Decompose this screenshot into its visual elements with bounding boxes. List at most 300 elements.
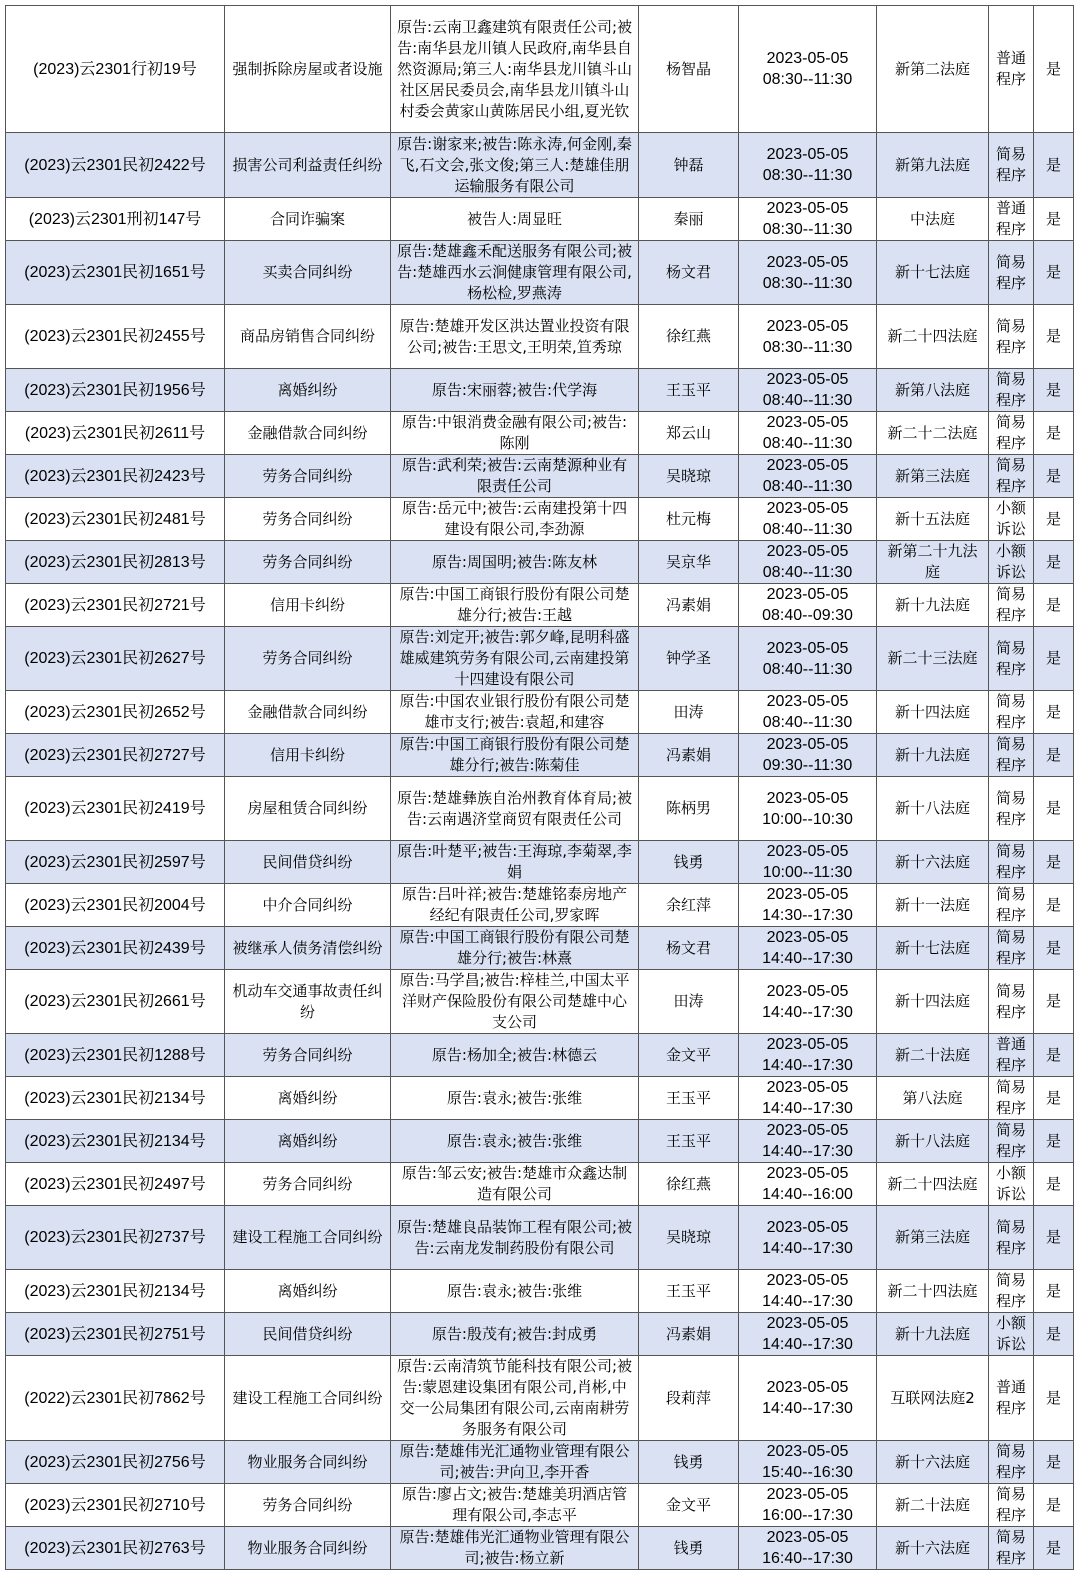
judge-cell: 杜元梅 [639, 498, 739, 541]
judge-cell: 杨文君 [639, 927, 739, 970]
procedure-cell: 简易程序 [989, 1270, 1034, 1313]
hearing-date: 2023-05-05 [766, 1529, 849, 1546]
datetime-cell [739, 691, 877, 734]
procedure-cell: 简易程序 [989, 369, 1034, 412]
hearing-time: 14:40--16:00 [762, 1186, 853, 1203]
datetime-cell [739, 884, 877, 927]
datetime-cell [739, 498, 877, 541]
datetime-cell [739, 1313, 877, 1356]
parties-cell: 原告:杨加全;被告:林德云 [391, 1034, 639, 1077]
procedure-cell: 简易程序 [989, 777, 1034, 841]
table-row [6, 584, 1074, 627]
case-number-cell: (2023)云2301行初19号 [6, 6, 225, 133]
parties-cell: 原告:楚雄伟光汇通物业管理有限公司;被告:杨立新 [391, 1527, 639, 1570]
judge-cell: 吴晓琼 [639, 1206, 739, 1270]
courtroom-cell: 新第九法庭 [877, 133, 989, 198]
datetime-cell [739, 734, 877, 777]
public-hearing-cell: 是 [1034, 541, 1074, 584]
hearing-date: 2023-05-05 [766, 736, 849, 753]
public-hearing-cell: 是 [1034, 1077, 1074, 1120]
public-hearing-cell: 是 [1034, 884, 1074, 927]
procedure-cell: 简易程序 [989, 1120, 1034, 1163]
hearing-time: 08:40--11:30 [762, 521, 853, 538]
judge-cell: 秦丽 [639, 198, 739, 241]
hearing-date: 2023-05-05 [766, 586, 849, 603]
hearing-time: 09:30--11:30 [762, 757, 853, 774]
case-number-cell: (2023)云2301刑初147号 [6, 198, 225, 241]
public-hearing-cell: 是 [1034, 841, 1074, 884]
procedure-cell: 简易程序 [989, 627, 1034, 691]
case-cause-cell: 物业服务合同纠纷 [225, 1441, 391, 1484]
parties-cell: 原告:楚雄鑫禾配送服务有限公司;被告:楚雄西水云涧健康管理有限公司,杨松检,罗燕涛 [391, 241, 639, 305]
hearing-date: 2023-05-05 [766, 146, 849, 163]
hearing-date: 2023-05-05 [766, 1379, 849, 1396]
hearing-date: 2023-05-05 [766, 1165, 849, 1182]
datetime-cell [739, 1441, 877, 1484]
parties-cell: 原告:云南卫鑫建筑有限责任公司;被告:南华县龙川镇人民政府,南华县自然资源局;第三人:南华县龙川镇斗山社区居民委员会,南华县龙川镇斗山村委会黄家山黄陈居民小组,夏光钦 [391, 6, 639, 133]
public-hearing-cell: 是 [1034, 777, 1074, 841]
table-row [6, 455, 1074, 498]
public-hearing-cell: 是 [1034, 498, 1074, 541]
hearing-time: 15:40--16:30 [762, 1464, 853, 1481]
judge-cell: 徐红燕 [639, 1163, 739, 1206]
courtroom-cell: 新二十四法庭 [877, 1270, 989, 1313]
procedure-cell: 简易程序 [989, 1441, 1034, 1484]
case-cause-cell: 信用卡纠纷 [225, 584, 391, 627]
procedure-cell: 小额诉讼 [989, 1163, 1034, 1206]
hearing-date: 2023-05-05 [766, 843, 849, 860]
parties-cell: 原告:廖占文;被告:楚雄美玥酒店管理有限公司,李志平 [391, 1484, 639, 1527]
hearing-time: 14:40--17:30 [762, 1100, 853, 1117]
parties-cell: 原告:中银消费金融有限公司;被告:陈刚 [391, 412, 639, 455]
datetime-cell [739, 541, 877, 584]
procedure-cell: 简易程序 [989, 884, 1034, 927]
judge-cell: 王玉平 [639, 1077, 739, 1120]
parties-cell: 原告:云南清筑节能科技有限公司;被告:蒙恩建设集团有限公司,肖彬,中交一公局集团有限公司,云南南耕劳务服务有限公司 [391, 1356, 639, 1441]
courtroom-cell: 新十六法庭 [877, 1527, 989, 1570]
datetime-cell [739, 1120, 877, 1163]
datetime-cell [739, 584, 877, 627]
procedure-cell: 普通程序 [989, 6, 1034, 133]
table-row [6, 841, 1074, 884]
case-cause-cell: 中介合同纠纷 [225, 884, 391, 927]
public-hearing-cell: 是 [1034, 6, 1074, 133]
hearing-time: 08:30--11:30 [762, 221, 853, 238]
table-row [6, 970, 1074, 1034]
judge-cell: 田涛 [639, 970, 739, 1034]
courtroom-cell: 新十九法庭 [877, 1313, 989, 1356]
courtroom-cell: 新二十法庭 [877, 1484, 989, 1527]
case-number-cell: (2023)云2301民初2751号 [6, 1313, 225, 1356]
public-hearing-cell: 是 [1034, 1527, 1074, 1570]
hearing-time: 14:40--17:30 [762, 950, 853, 967]
judge-cell: 余红萍 [639, 884, 739, 927]
case-number-cell: (2023)云2301民初2423号 [6, 455, 225, 498]
datetime-cell [739, 369, 877, 412]
hearing-time: 08:30--11:30 [762, 274, 853, 292]
judge-cell: 王玉平 [639, 1120, 739, 1163]
hearing-time: 08:30--11:30 [762, 71, 853, 88]
public-hearing-cell: 是 [1034, 734, 1074, 777]
parties-cell: 原告:楚雄开发区洪达置业投资有限公司;被告:王思文,王明荣,笪秀琼 [391, 305, 639, 369]
hearing-schedule-table [5, 5, 1074, 1570]
hearing-time: 14:40--17:30 [762, 1400, 853, 1417]
procedure-cell: 简易程序 [989, 133, 1034, 198]
table-row [6, 1313, 1074, 1356]
hearing-date: 2023-05-05 [766, 500, 849, 517]
public-hearing-cell: 是 [1034, 1206, 1074, 1270]
courtroom-cell: 新十九法庭 [877, 734, 989, 777]
judge-cell: 钱勇 [639, 841, 739, 884]
judge-cell: 钱勇 [639, 1441, 739, 1484]
judge-cell: 冯素娟 [639, 1313, 739, 1356]
procedure-cell: 简易程序 [989, 305, 1034, 369]
procedure-cell: 简易程序 [989, 1077, 1034, 1120]
case-cause-cell: 被继承人债务清偿纠纷 [225, 927, 391, 970]
table-row [6, 1206, 1074, 1270]
parties-cell: 原告:中国工商银行股份有限公司楚雄分行;被告:陈菊佳 [391, 734, 639, 777]
procedure-cell: 简易程序 [989, 1527, 1034, 1570]
case-cause-cell: 建设工程施工合同纠纷 [225, 1356, 391, 1441]
hearing-date: 2023-05-05 [766, 1315, 849, 1332]
table-row [6, 884, 1074, 927]
hearing-date: 2023-05-05 [766, 253, 849, 271]
case-cause-cell: 信用卡纠纷 [225, 734, 391, 777]
hearing-date: 2023-05-05 [766, 1218, 849, 1236]
case-number-cell: (2023)云2301民初2727号 [6, 734, 225, 777]
procedure-cell: 简易程序 [989, 412, 1034, 455]
hearing-time: 14:40--17:30 [762, 1057, 853, 1074]
courtroom-cell: 第八法庭 [877, 1077, 989, 1120]
table-row [6, 305, 1074, 369]
courtroom-cell: 新第八法庭 [877, 369, 989, 412]
judge-cell: 冯素娟 [639, 584, 739, 627]
case-cause-cell: 损害公司利益责任纠纷 [225, 133, 391, 198]
hearing-time: 14:40--17:30 [762, 1143, 853, 1160]
case-cause-cell: 民间借贷纠纷 [225, 841, 391, 884]
case-number-cell: (2023)云2301民初2419号 [6, 777, 225, 841]
hearing-date: 2023-05-05 [766, 1272, 849, 1289]
case-cause-cell: 劳务合同纠纷 [225, 498, 391, 541]
hearing-time: 16:40--17:30 [762, 1550, 853, 1567]
parties-cell: 原告:中国农业银行股份有限公司楚雄市支行;被告:袁超,和建容 [391, 691, 639, 734]
case-number-cell: (2023)云2301民初2756号 [6, 1441, 225, 1484]
judge-cell: 金文平 [639, 1034, 739, 1077]
parties-cell: 原告:袁永;被告:张维 [391, 1077, 639, 1120]
case-number-cell: (2022)云2301民初7862号 [6, 1356, 225, 1441]
parties-cell: 原告:中国工商银行股份有限公司楚雄分行;被告:林熹 [391, 927, 639, 970]
hearing-time: 08:40--09:30 [762, 607, 853, 624]
table-row [6, 777, 1074, 841]
hearing-time: 08:40--11:30 [762, 564, 853, 581]
hearing-date: 2023-05-05 [766, 693, 849, 710]
public-hearing-cell: 是 [1034, 1356, 1074, 1441]
public-hearing-cell: 是 [1034, 1313, 1074, 1356]
courtroom-cell: 新第二法庭 [877, 6, 989, 133]
procedure-cell: 简易程序 [989, 691, 1034, 734]
case-number-cell: (2023)云2301民初2481号 [6, 498, 225, 541]
parties-cell: 原告:刘定开;被告:郭夕峰,昆明科盛雄威建筑劳务有限公司,云南建投第十四建设有限公司 [391, 627, 639, 691]
parties-cell: 原告:楚雄良品装饰工程有限公司;被告:云南龙发制药股份有限公司 [391, 1206, 639, 1270]
judge-cell: 金文平 [639, 1484, 739, 1527]
datetime-cell [739, 1206, 877, 1270]
table-row [6, 241, 1074, 305]
judge-cell: 吴京华 [639, 541, 739, 584]
datetime-cell [739, 1356, 877, 1441]
datetime-cell [739, 241, 877, 305]
table-row [6, 627, 1074, 691]
parties-cell: 被告人:周显旺 [391, 198, 639, 241]
table-row [6, 369, 1074, 412]
procedure-cell: 简易程序 [989, 841, 1034, 884]
table-row [6, 541, 1074, 584]
judge-cell: 段莉萍 [639, 1356, 739, 1441]
table-row [6, 412, 1074, 455]
public-hearing-cell: 是 [1034, 1484, 1074, 1527]
public-hearing-cell: 是 [1034, 198, 1074, 241]
public-hearing-cell: 是 [1034, 1034, 1074, 1077]
judge-cell: 钱勇 [639, 1527, 739, 1570]
courtroom-cell: 新第三法庭 [877, 1206, 989, 1270]
courtroom-cell: 新十一法庭 [877, 884, 989, 927]
case-cause-cell: 合同诈骗案 [225, 198, 391, 241]
procedure-cell: 简易程序 [989, 970, 1034, 1034]
public-hearing-cell: 是 [1034, 305, 1074, 369]
datetime-cell [739, 927, 877, 970]
case-cause-cell: 民间借贷纠纷 [225, 1313, 391, 1356]
hearing-time: 10:00--10:30 [762, 810, 853, 828]
courtroom-cell: 新十五法庭 [877, 498, 989, 541]
procedure-cell: 简易程序 [989, 241, 1034, 305]
case-number-cell: (2023)云2301民初2737号 [6, 1206, 225, 1270]
case-number-cell: (2023)云2301民初2763号 [6, 1527, 225, 1570]
case-cause-cell: 离婚纠纷 [225, 1120, 391, 1163]
hearing-date: 2023-05-05 [766, 371, 849, 388]
judge-cell: 杨智晶 [639, 6, 739, 133]
public-hearing-cell: 是 [1034, 584, 1074, 627]
case-cause-cell: 金融借款合同纠纷 [225, 691, 391, 734]
courtroom-cell: 新二十二法庭 [877, 412, 989, 455]
case-cause-cell: 离婚纠纷 [225, 369, 391, 412]
procedure-cell: 普通程序 [989, 198, 1034, 241]
public-hearing-cell: 是 [1034, 1270, 1074, 1313]
case-cause-cell: 金融借款合同纠纷 [225, 412, 391, 455]
parties-cell: 原告:袁永;被告:张维 [391, 1270, 639, 1313]
table-row [6, 927, 1074, 970]
courtroom-cell: 新十七法庭 [877, 927, 989, 970]
datetime-cell [739, 777, 877, 841]
case-cause-cell: 劳务合同纠纷 [225, 1034, 391, 1077]
parties-cell: 原告:叶楚平;被告:王海琼,李菊翠,李娟 [391, 841, 639, 884]
case-number-cell: (2023)云2301民初2611号 [6, 412, 225, 455]
table-row [6, 498, 1074, 541]
public-hearing-cell: 是 [1034, 970, 1074, 1034]
case-number-cell: (2023)云2301民初2455号 [6, 305, 225, 369]
hearing-time: 08:30--11:30 [762, 167, 853, 184]
hearing-time: 08:40--11:30 [762, 435, 853, 452]
datetime-cell [739, 841, 877, 884]
case-cause-cell: 劳务合同纠纷 [225, 1163, 391, 1206]
hearing-date: 2023-05-05 [766, 1486, 849, 1503]
public-hearing-cell: 是 [1034, 241, 1074, 305]
public-hearing-cell: 是 [1034, 369, 1074, 412]
hearing-time: 16:00--17:30 [762, 1507, 853, 1524]
case-number-cell: (2023)云2301民初1956号 [6, 369, 225, 412]
hearing-date: 2023-05-05 [766, 1122, 849, 1139]
courtroom-cell: 新二十四法庭 [877, 305, 989, 369]
case-cause-cell: 劳务合同纠纷 [225, 627, 391, 691]
public-hearing-cell: 是 [1034, 691, 1074, 734]
judge-cell: 钟学圣 [639, 627, 739, 691]
parties-cell: 原告:宋丽蓉;被告:代学海 [391, 369, 639, 412]
parties-cell: 原告:周国明;被告:陈友林 [391, 541, 639, 584]
case-number-cell: (2023)云2301民初2134号 [6, 1120, 225, 1163]
parties-cell: 原告:袁永;被告:张维 [391, 1120, 639, 1163]
case-cause-cell: 房屋租赁合同纠纷 [225, 777, 391, 841]
datetime-cell [739, 412, 877, 455]
procedure-cell: 简易程序 [989, 1484, 1034, 1527]
datetime-cell [739, 1484, 877, 1527]
case-cause-cell: 强制拆除房屋或者设施 [225, 6, 391, 133]
hearing-date: 2023-05-05 [766, 1443, 849, 1460]
procedure-cell: 简易程序 [989, 455, 1034, 498]
case-number-cell: (2023)云2301民初2004号 [6, 884, 225, 927]
courtroom-cell: 新十九法庭 [877, 584, 989, 627]
datetime-cell [739, 1527, 877, 1570]
procedure-cell: 小额诉讼 [989, 541, 1034, 584]
datetime-cell [739, 198, 877, 241]
case-number-cell: (2023)云2301民初2422号 [6, 133, 225, 198]
hearing-time: 14:30--17:30 [762, 907, 853, 924]
table-row [6, 1120, 1074, 1163]
courtroom-cell: 新第三法庭 [877, 455, 989, 498]
hearing-time: 10:00--11:30 [762, 864, 853, 881]
table-row [6, 198, 1074, 241]
case-number-cell: (2023)云2301民初1651号 [6, 241, 225, 305]
parties-cell: 原告:吕叶祥;被告:楚雄铭泰房地产经纪有限责任公司,罗家晖 [391, 884, 639, 927]
courtroom-cell: 新十六法庭 [877, 841, 989, 884]
hearing-date: 2023-05-05 [766, 886, 849, 903]
courtroom-cell: 新十四法庭 [877, 691, 989, 734]
hearing-time: 08:30--11:30 [762, 338, 853, 356]
datetime-cell [739, 1163, 877, 1206]
procedure-cell: 简易程序 [989, 584, 1034, 627]
judge-cell: 钟磊 [639, 133, 739, 198]
case-cause-cell: 买卖合同纠纷 [225, 241, 391, 305]
courtroom-cell: 新十四法庭 [877, 970, 989, 1034]
case-cause-cell: 劳务合同纠纷 [225, 541, 391, 584]
case-number-cell: (2023)云2301民初1288号 [6, 1034, 225, 1077]
procedure-cell: 小额诉讼 [989, 1313, 1034, 1356]
judge-cell: 王玉平 [639, 1270, 739, 1313]
public-hearing-cell: 是 [1034, 627, 1074, 691]
judge-cell: 王玉平 [639, 369, 739, 412]
public-hearing-cell: 是 [1034, 1120, 1074, 1163]
procedure-cell: 普通程序 [989, 1356, 1034, 1441]
judge-cell: 郑云山 [639, 412, 739, 455]
table-row [6, 1484, 1074, 1527]
hearing-time: 14:40--17:30 [762, 1239, 853, 1257]
hearing-date: 2023-05-05 [766, 929, 849, 946]
table-row [6, 734, 1074, 777]
public-hearing-cell: 是 [1034, 455, 1074, 498]
hearing-date: 2023-05-05 [766, 200, 849, 217]
case-cause-cell: 机动车交通事故责任纠纷 [225, 970, 391, 1034]
procedure-cell: 简易程序 [989, 1206, 1034, 1270]
hearing-date: 2023-05-05 [766, 1036, 849, 1053]
courtroom-cell: 新十六法庭 [877, 1441, 989, 1484]
case-number-cell: (2023)云2301民初2813号 [6, 541, 225, 584]
courtroom-cell: 新二十三法庭 [877, 627, 989, 691]
datetime-cell [739, 1034, 877, 1077]
courtroom-cell: 新二十四法庭 [877, 1163, 989, 1206]
hearing-time: 08:40--11:30 [762, 392, 853, 409]
case-number-cell: (2023)云2301民初2710号 [6, 1484, 225, 1527]
parties-cell: 原告:楚雄彝族自治州教育体育局;被告:云南遇济堂商贸有限责任公司 [391, 777, 639, 841]
procedure-cell: 简易程序 [989, 927, 1034, 970]
hearing-date: 2023-05-05 [766, 457, 849, 474]
public-hearing-cell: 是 [1034, 1163, 1074, 1206]
case-cause-cell: 离婚纠纷 [225, 1077, 391, 1120]
courtroom-cell: 新十八法庭 [877, 1120, 989, 1163]
parties-cell: 原告:楚雄伟光汇通物业管理有限公司;被告:尹向卫,李开香 [391, 1441, 639, 1484]
courtroom-cell: 中法庭 [877, 198, 989, 241]
judge-cell: 吴晓琼 [639, 455, 739, 498]
datetime-cell [739, 627, 877, 691]
hearing-date: 2023-05-05 [766, 317, 849, 335]
case-cause-cell: 劳务合同纠纷 [225, 1484, 391, 1527]
courtroom-cell: 新二十法庭 [877, 1034, 989, 1077]
table-row [6, 1441, 1074, 1484]
public-hearing-cell: 是 [1034, 1441, 1074, 1484]
case-number-cell: (2023)云2301民初2134号 [6, 1270, 225, 1313]
parties-cell: 原告:武利荣;被告:云南楚源种业有限责任公司 [391, 455, 639, 498]
case-number-cell: (2023)云2301民初2134号 [6, 1077, 225, 1120]
case-number-cell: (2023)云2301民初2661号 [6, 970, 225, 1034]
procedure-cell: 简易程序 [989, 734, 1034, 777]
datetime-cell [739, 6, 877, 133]
hearing-date: 2023-05-05 [766, 982, 849, 1000]
case-number-cell: (2023)云2301民初2597号 [6, 841, 225, 884]
datetime-cell [739, 1270, 877, 1313]
datetime-cell [739, 970, 877, 1034]
public-hearing-cell: 是 [1034, 927, 1074, 970]
datetime-cell [739, 305, 877, 369]
case-cause-cell: 物业服务合同纠纷 [225, 1527, 391, 1570]
judge-cell: 陈柄男 [639, 777, 739, 841]
hearing-date: 2023-05-05 [766, 50, 849, 67]
courtroom-cell: 新第二十九法庭 [877, 541, 989, 584]
judge-cell: 田涛 [639, 691, 739, 734]
hearing-date: 2023-05-05 [766, 543, 849, 560]
datetime-cell [739, 1077, 877, 1120]
table-row [6, 133, 1074, 198]
table-row [6, 691, 1074, 734]
case-cause-cell: 建设工程施工合同纠纷 [225, 1206, 391, 1270]
hearing-date: 2023-05-05 [766, 789, 849, 807]
hearing-time: 08:40--11:30 [762, 478, 853, 495]
courtroom-cell: 新十七法庭 [877, 241, 989, 305]
case-cause-cell: 劳务合同纠纷 [225, 455, 391, 498]
hearing-date: 2023-05-05 [766, 639, 849, 657]
hearing-time: 14:40--17:30 [762, 1003, 853, 1021]
case-number-cell: (2023)云2301民初2652号 [6, 691, 225, 734]
table-row [6, 1270, 1074, 1313]
hearing-time: 08:40--11:30 [762, 714, 853, 731]
parties-cell: 原告:谢家来;被告:陈永涛,何金刚,秦飞,石文会,张文俊;第三人:楚雄佳朋运输服务有限公司 [391, 133, 639, 198]
judge-cell: 杨文君 [639, 241, 739, 305]
parties-cell: 原告:殷茂有;被告:封成勇 [391, 1313, 639, 1356]
